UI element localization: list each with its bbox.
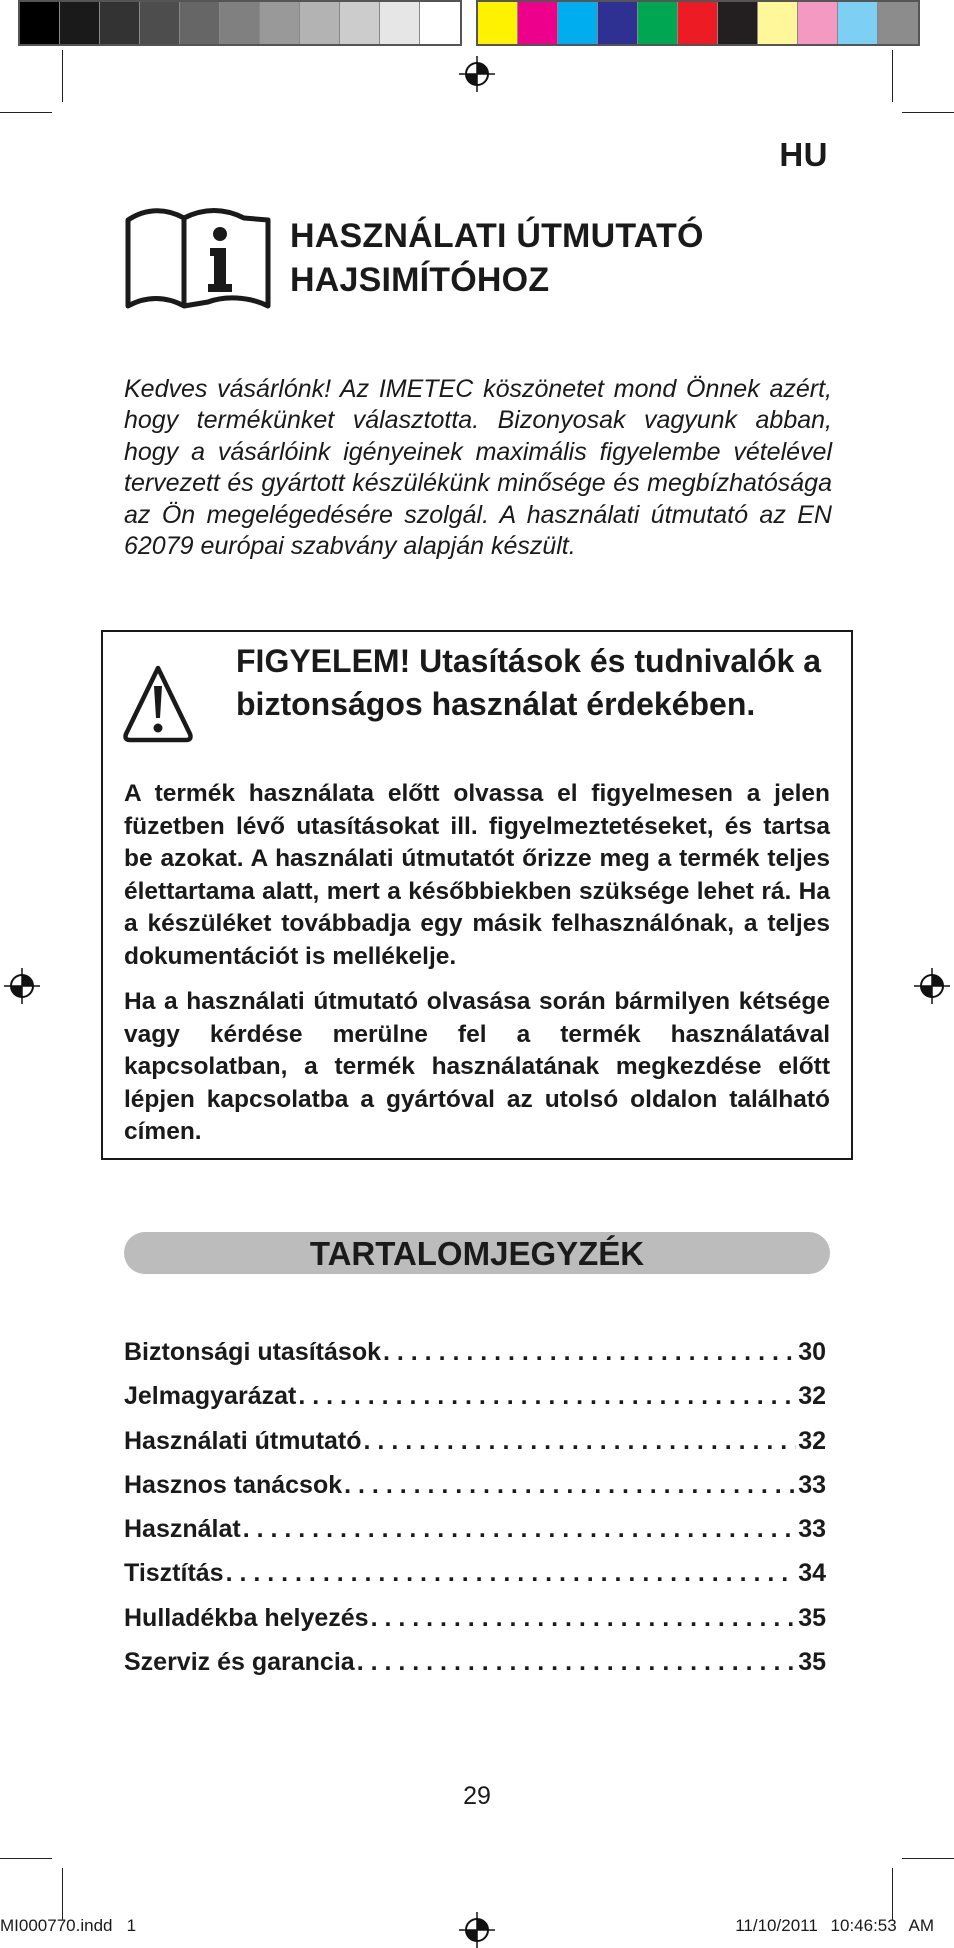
print-slug-file: MI000770.indd 1 xyxy=(0,1916,137,1935)
toc-leader-dots xyxy=(383,1338,796,1367)
toc-entry-page: 30 xyxy=(798,1338,826,1366)
toc-entry[interactable] xyxy=(124,1515,826,1559)
warning-title: FIGYELEM! Utasítások és tudnivalók a biztonságos használat érdekében. xyxy=(236,643,822,722)
color-swatch xyxy=(878,2,918,44)
page-title-line: HASZNÁLATI ÚTMUTATÓ xyxy=(290,217,704,255)
toc-entry-page: 35 xyxy=(798,1648,826,1677)
color-swatch xyxy=(300,2,340,44)
crop-mark xyxy=(902,112,954,113)
color-swatch xyxy=(180,2,220,44)
toc-entry[interactable] xyxy=(124,1648,826,1692)
toc-entry-label: Használati útmutató xyxy=(124,1426,362,1455)
toc-entry-label: Tisztítás xyxy=(124,1559,224,1588)
grayscale-swatches xyxy=(18,0,462,46)
toc-entry[interactable] xyxy=(124,1559,826,1603)
color-swatch xyxy=(718,2,758,44)
toc-leader-dots xyxy=(364,1427,797,1456)
page-title xyxy=(290,214,704,302)
page-title-line: HAJSIMÍTÓHOZ xyxy=(290,261,550,299)
toc-entry-label: Szerviz és garancia xyxy=(124,1648,355,1677)
toc-entry[interactable] xyxy=(124,1382,826,1426)
print-slug-timestamp xyxy=(735,1916,934,1936)
toc-leader-dots xyxy=(371,1604,797,1633)
color-swatch xyxy=(638,2,678,44)
crop-mark xyxy=(62,1868,63,1920)
toc-entry-page: 34 xyxy=(798,1559,826,1588)
warning-paragraph: A termék használata előtt olvassa el figyelmesen a jelen füzetben lévő utasításokat ill. figyelmeztetéseket, és tartsa be azokat. A használati útmutatót őrizze meg a termék teljes élettartama alatt, mert a későbbiekben szüksége lehet rá. Ha a készüléket továbbadja egy másik felhasználónak, a teljes dokumentációt is mellékelje. xyxy=(124,780,830,970)
toc-entry-page: 33 xyxy=(798,1515,826,1544)
color-swatch xyxy=(260,2,300,44)
color-swatch xyxy=(798,2,838,44)
page-number: 29 xyxy=(463,1782,491,1810)
toc-leader-dots xyxy=(226,1559,797,1588)
toc-entry-label: Hulladékba helyezés xyxy=(124,1603,369,1632)
toc-entry-label: Hasznos tanácsok xyxy=(124,1470,343,1499)
color-swatch xyxy=(20,2,60,44)
toc-leader-dots xyxy=(357,1648,796,1677)
warning-triangle-icon xyxy=(122,662,194,752)
toc-entry[interactable] xyxy=(124,1427,826,1471)
color-swatch xyxy=(220,2,260,44)
print-slug-date: 11/10/2011 xyxy=(735,1916,818,1935)
color-swatch xyxy=(100,2,140,44)
toc-entry[interactable] xyxy=(124,1338,826,1382)
toc-entry-label: Jelmagyarázat xyxy=(124,1382,297,1411)
print-slug-time: 10:46:53 AM xyxy=(830,1916,934,1935)
registration-mark-icon xyxy=(459,56,495,92)
toc-leader-dots xyxy=(298,1382,796,1411)
registration-mark-icon xyxy=(4,968,40,1004)
toc-entry-label: Használat xyxy=(124,1515,241,1544)
color-swatch xyxy=(598,2,638,44)
crop-mark xyxy=(892,1868,893,1920)
color-calibration-bar xyxy=(18,0,936,44)
registration-mark-icon xyxy=(459,1912,495,1948)
crop-mark xyxy=(62,50,63,102)
toc-leader-dots xyxy=(243,1515,796,1544)
color-swatch xyxy=(420,2,460,44)
color-swatch xyxy=(340,2,380,44)
language-code: HU xyxy=(779,136,828,173)
toc-entry[interactable] xyxy=(124,1471,826,1515)
color-swatch xyxy=(518,2,558,44)
crop-mark xyxy=(0,1858,52,1859)
toc-entry-page: 32 xyxy=(798,1426,826,1455)
warning-paragraph: Ha a használati útmutató olvasása során bármilyen kétsége vagy kérdése merülne fel a termék használatával kapcsolatban, a termék használatának megkezdése előtt lépjen kapcsolatba a gyártóval az utolsó oldalon található címen. xyxy=(124,988,830,1145)
toc-leader-dots xyxy=(344,1471,796,1500)
toc-entry-page: 33 xyxy=(798,1470,826,1499)
color-swatch xyxy=(758,2,798,44)
intro-paragraph: Kedves vásárlónk! Az IMETEC köszönetet mond Önnek azért, hogy termékünket választotta. Bizonyosak vagyunk abban, hogy a vásárlóink igényeinek maximális figyelembe vételével tervezett és gyártott készülékünk minősége és megbízhatósága az Ön megelégedésére szolgál. A használati útmutató az EN 62079 európai szabvány alapján készült. xyxy=(124,375,832,561)
color-swatch xyxy=(478,2,518,44)
color-swatch xyxy=(60,2,100,44)
crop-mark xyxy=(892,50,893,102)
toc-heading: TARTALOMJEGYZÉK xyxy=(124,1232,830,1274)
toc-entry-page: 32 xyxy=(798,1382,826,1411)
toc-entry[interactable] xyxy=(124,1604,826,1648)
color-swatch xyxy=(838,2,878,44)
crop-mark xyxy=(0,112,52,113)
info-book-icon xyxy=(124,202,272,310)
crop-mark xyxy=(902,1858,954,1859)
color-swatch xyxy=(140,2,180,44)
color-swatch xyxy=(678,2,718,44)
process-color-swatches xyxy=(476,0,920,46)
toc-entry-label: Biztonsági utasítások xyxy=(124,1338,381,1366)
color-swatch xyxy=(558,2,598,44)
registration-mark-icon xyxy=(914,968,950,1004)
table-of-contents xyxy=(124,1338,826,1692)
toc-entry-page: 35 xyxy=(798,1603,826,1632)
color-swatch xyxy=(380,2,420,44)
